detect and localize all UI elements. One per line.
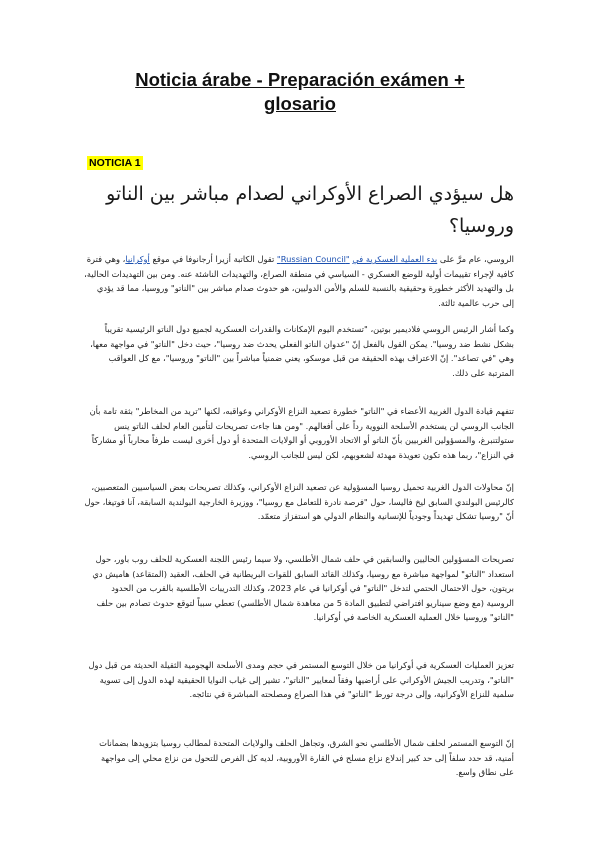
paragraph-1 [84, 252, 514, 310]
paragraph-5 [84, 552, 514, 625]
title-line-1: Noticia árabe - Preparación exámen + [135, 69, 465, 90]
paragraph-5-text: تصريحات المسؤولين الحاليين والسابقين في حلف شمال الأطلسي، ولا سيما رئيس اللجنة العسكرية للحلف روب باور، حول استعداد "الناتو" لمواجهة مباشرة مع روسيا، وكذلك القائد السابق للقوات البريطانية في الحلف، العقيد (المتقاعد) هاميش دي بريتون، حول الاحتمال الحتمي لتدخل "الناتو" في أوكرانيا في عام 2023، وكذلك التدريبات الأطلسية بالقرب من الحدود الروسية (مع وضع سيناريو افتراضي لتطبيق المادة 5 من معاهدة شمال الأطلسي) تعطي سبباً لتوقع حدوث تصادم بين حلف "الناتو" وروسيا خلال العملية العسكرية الخاصة في أوكرانيا. [92, 554, 514, 622]
paragraph-2-text: وكما أشار الرئيس الروسي فلاديمير بوتين، "تستخدم اليوم الإمكانات والقدرات العسكرية لجميع دول الناتو الرئيسية تقريباً بشكل نشط ضد روسيا". يمكن القول بالفعل إنّ "عدوان الناتو الفعلي يحدث ضد روسيا"، حيث دخل "الناتو" في مواجهة معها، وهي "في تصاعد". إنّ الاعتراف بهذه الحقيقة من قبل موسكو، يعني ضمنياً مباشراً بين "الناتو" وروسيا"، مع كل العواقب المترتبة على ذلك. [90, 324, 514, 378]
paragraph-6 [84, 658, 514, 702]
russian-council-link[interactable]: "Russian Council" [276, 254, 350, 264]
paragraph-6-text: تعزيز العمليات العسكرية في أوكرانيا من خلال التوسع المستمر في حجم ومدى الأسلحة الهجومية الثقيلة الحديثة من قبل دول "الناتو"، وتدريب الجيش الأوكراني على أراضيها وفقاً لمعايير "الناتو"، تشير إلى غياب النوايا الحقيقية لهذه الدول إلى تسوية سلمية للنزاع الأوكرانية، وإلى درجة تورط "الناتو" في هذا الصراع ومصلحته المباشرة في نتائجه. [88, 660, 514, 699]
arabic-headline: هل سيؤدي الصراع الأوكراني لصدام مباشر بين الناتو وروسيا؟ [106, 183, 514, 237]
paragraph-7 [84, 736, 514, 780]
article-link-military-operation[interactable]: بدء العملية العسكرية في [352, 254, 438, 264]
paragraph-1-body: ، وهي فترة كافية لإجراء تقييمات أولية للوضع العسكري - السياسي في منطقة الصراع، والتهديدات الناشئة عنه. ومن بين التهديدات الحالية، بل والتهديد الأكثر خطورة وحقيقية بالنسبة للسلم والأمن الدوليين، هو حدوث صدام مباشر بين "الناتو" وروسيا، مما قد يؤدي إلى حرب عالمية ثالثة. [84, 254, 514, 308]
paragraph-1-lead: الروسي، عام مرَّ على [439, 254, 514, 264]
title-line-2: glosario [264, 93, 336, 114]
ukraine-link[interactable]: أوكرانيا [125, 254, 150, 264]
paragraph-4-text: إنّ محاولات الدول الغربية تحميل روسيا المسؤولية عن تصعيد النزاع الأوكراني، وكذلك تصريحات بعض السياسيين المتعصبين، كالرئيس البولندي السابق ليخ فاليسا، حول "فرصة نادرة للتعامل مع روسيا"، ووزيرة الخارجية البولندية السابقة، آنا فوتيغا، حول أنّ "روسيا تشكل تهديداً وجودياً للإنسانية والنظام الدولي هو استفزاز متعمّد. [84, 482, 514, 521]
paragraph-2 [84, 322, 514, 380]
section-label-highlight: NOTICIA 1 [89, 157, 141, 169]
paragraph-1-intro: تقول الكاتبة أزيرا أرجانوفا في موقع [152, 254, 275, 264]
paragraph-3-text: تتفهم قيادة الدول الغربية الأعضاء في "الناتو" خطورة تصعيد النزاع الأوكراني وعواقبه، لكنها "تريد من المخاطر" بثقة تامة بأن الجانب الروسي لن يستخدم الأسلحة النووية رداً على أفعالهم. "ومن هنا جاءت تصريحات لتأمين العام لحلف الناتو ينس ستولتنبرغ، والمسؤولين الغربيين بأنّ الناتو أو الاتحاد الأوروبي أو الولايات المتحدة أو دول أخرى ليست طرفاً محارباً أو مشاركاً في النزاع"، ربما هذه تكون تعويذة مهدئة لشعوبهم، لكن ليس للجانب الروسي. [89, 406, 514, 460]
paragraph-7-text: إنّ التوسع المستمر لحلف شمال الأطلسي نحو الشرق، وتجاهل الحلف والولايات المتحدة لمطالب روسيا بتزويدها بضمانات أمنية، قد حدد سلفاً إلى حد كبير إندلاع نزاع مسلح في القارة الأوروبية، لديه كل الفرص للتحول من نزاع محلي إلى مواجهة على نطاق واسع. [99, 738, 514, 777]
document-title [60, 68, 540, 116]
paragraph-3 [84, 404, 514, 462]
paragraph-4 [84, 480, 514, 524]
